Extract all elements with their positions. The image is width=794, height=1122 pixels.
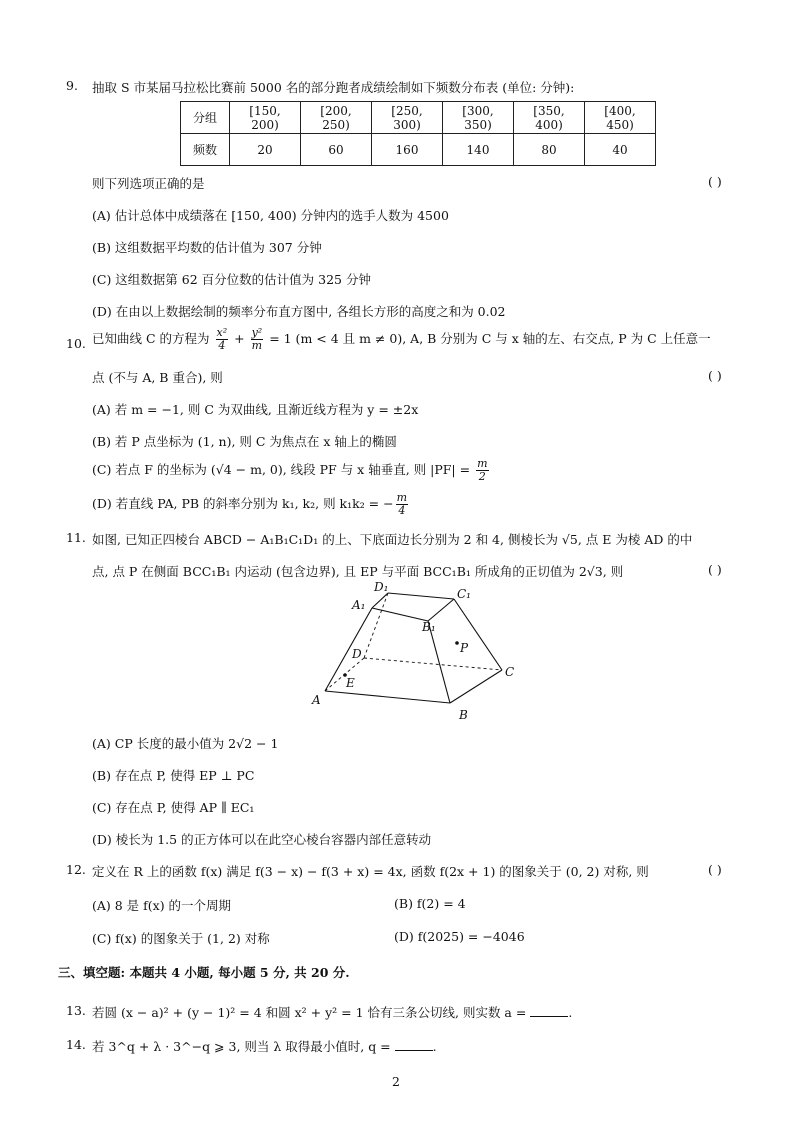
edge-CC1 (454, 599, 502, 670)
hidden-edge-DC (364, 658, 502, 670)
table-cell: 60 (301, 134, 372, 166)
edge-BC (450, 670, 502, 703)
table-cell: [250, 300) (372, 102, 443, 134)
fraction-numerator: x² (216, 326, 228, 339)
q11-answer-paren: ( ) (708, 562, 722, 577)
q14-period: . (432, 1039, 437, 1054)
label-D1: D₁ (374, 580, 389, 594)
table-cell: 频数 (181, 134, 230, 166)
frequency-table (180, 101, 656, 166)
q12-number: 12. (66, 862, 86, 877)
q10-answer-paren: ( ) (708, 368, 722, 383)
page-number: 2 (392, 1074, 400, 1089)
fraction-denominator: 2 (478, 470, 486, 483)
edge-C1D1 (388, 593, 454, 599)
q11-option-d: (D) 棱长为 1.5 的正方体可以在此空心棱台容器内部任意转动 (92, 832, 432, 847)
table-cell: [350, 400) (514, 102, 585, 134)
q12-stem: 定义在 R 上的函数 f(x) 满足 f(3 − x) − f(3 + x) = 4x, 函数 f(2x + 1) 的图象关于 (0, 2) 对称, 则 (92, 864, 649, 879)
q11-option-a: (A) CP 长度的最小值为 2√2 − 1 (92, 736, 279, 751)
q10-option-c-text: (C) 若点 F 的坐标为 (√4 − m, 0), 线段 PF 与 x 轴垂直, 则 |PF| = (92, 462, 471, 477)
table-cell: [400, 450) (585, 102, 656, 134)
q9-option-d: (D) 在由以上数据绘制的频率分布直方图中, 各组长方形的高度之和为 0.02 (92, 304, 506, 319)
q13-period: . (568, 1005, 573, 1020)
table-row (181, 102, 656, 134)
fraction (396, 492, 408, 517)
q11-option-c: (C) 存在点 P, 使得 AP ∥ EC₁ (92, 800, 255, 815)
q11-stem-line1: 如图, 已知正四棱台 ABCD − A₁B₁C₁D₁ 的上、下底面边长分别为 2 和 4, 侧棱长为 √5, 点 E 为棱 AD 的中 (92, 532, 693, 547)
q14-number: 14. (66, 1037, 86, 1052)
q9-ask: 则下列选项正确的是 (92, 176, 205, 191)
q12-option-c: (C) f(x) 的图象关于 (1, 2) 对称 (92, 931, 270, 946)
q10-number: 10. (66, 336, 86, 351)
q10-option-c (92, 458, 491, 483)
q10-option-a: (A) 若 m = −1, 则 C 为双曲线, 且渐近线方程为 y = ±2x (92, 402, 419, 417)
section-heading: 三、填空题: 本题共 4 小题, 每小题 5 分, 共 20 分. (58, 965, 350, 980)
table-cell: [150, 200) (230, 102, 301, 134)
hidden-edge-DD1 (364, 593, 388, 658)
q11-stem-line2: 点, 点 P 在侧面 BCC₁B₁ 内运动 (包含边界), 且 EP 与平面 BCC₁B₁ 所成角的正切值为 2√3, 则 (92, 564, 624, 579)
q10-stem-a: 已知曲线 C 的方程为 (92, 331, 210, 346)
point-P (455, 641, 459, 645)
label-A: A (312, 693, 321, 707)
edge-AB (325, 691, 450, 703)
label-D: D (352, 647, 362, 661)
q14-line (92, 1037, 437, 1055)
label-E: E (346, 676, 355, 690)
table-cell: 140 (443, 134, 514, 166)
q13-number: 13. (66, 1003, 86, 1018)
q12-answer-paren: ( ) (708, 862, 722, 877)
q9-stem: 抽取 S 市某届马拉松比赛前 5000 名的部分跑者成绩绘制如下频数分布表 (单位: 分钟): (92, 80, 575, 95)
q9-answer-paren: ( ) (708, 174, 722, 189)
fraction-denominator: 4 (218, 339, 226, 352)
table-cell: 160 (372, 134, 443, 166)
fraction-numerator: m (477, 457, 488, 470)
table-cell: [200, 250) (301, 102, 372, 134)
q14-stem: 若 3^q + λ · 3^−q ⩾ 3, 则当 λ 取得最小值时, q = (92, 1039, 391, 1054)
fraction-denominator: 4 (398, 504, 406, 517)
fraction-numerator: m (396, 491, 408, 504)
table-cell: [300, 350) (443, 102, 514, 134)
fraction (476, 458, 488, 483)
fraction (216, 327, 229, 352)
q13-line (92, 1003, 572, 1021)
label-P: P (460, 641, 469, 655)
table-cell: 40 (585, 134, 656, 166)
label-A1: A₁ (352, 598, 366, 612)
fraction-numerator: y² (251, 326, 263, 339)
q12-option-a: (A) 8 是 f(x) 的一个周期 (92, 898, 232, 913)
label-B: B (459, 708, 468, 722)
fraction-denominator: m (251, 339, 263, 352)
table-row (181, 134, 656, 166)
q10-option-b: (B) 若 P 点坐标为 (1, n), 则 C 为焦点在 x 轴上的椭圆 (92, 434, 397, 449)
edge-A1B1 (372, 608, 428, 621)
table-cell: 80 (514, 134, 585, 166)
q12-option-d: (D) f(2025) = −4046 (394, 929, 525, 944)
q10-stem-line1 (92, 327, 711, 352)
q11-option-b: (B) 存在点 P, 使得 EP ⊥ PC (92, 768, 255, 783)
q9-number: 9. (66, 78, 78, 93)
q13-stem: 若圆 (x − a)² + (y − 1)² = 4 和圆 x² + y² = 1 恰有三条公切线, 则实数 a = (92, 1005, 527, 1020)
table-cell: 20 (230, 134, 301, 166)
table-cell: 分组 (181, 102, 230, 134)
answer-blank[interactable] (395, 1040, 433, 1051)
q10-stem-line2: 点 (不与 A, B 重合), 则 (92, 370, 223, 385)
q10-option-d (92, 492, 410, 517)
q11-number: 11. (66, 530, 86, 545)
frustum-diagram (300, 576, 540, 726)
edge-B1C1 (428, 599, 454, 621)
answer-blank[interactable] (530, 1006, 568, 1017)
label-C1: C₁ (457, 587, 471, 601)
q12-option-b: (B) f(2) = 4 (394, 896, 466, 911)
label-B1: B₁ (422, 620, 436, 634)
plus-sign: + (234, 331, 245, 346)
q9-option-b: (B) 这组数据平均数的估计值为 307 分钟 (92, 240, 322, 255)
label-C: C (505, 665, 515, 679)
q9-option-a: (A) 估计总体中成绩落在 [150, 400) 分钟内的选手人数为 4500 (92, 208, 449, 223)
q9-option-c: (C) 这组数据第 62 百分位数的估计值为 325 分钟 (92, 272, 371, 287)
q10-stem-b: = 1 (m < 4 且 m ≠ 0), A, B 分别为 C 与 x 轴的左、右交点, P 为 C 上任意一 (269, 331, 711, 346)
q10-option-d-text: (D) 若直线 PA, PB 的斜率分别为 k₁, k₂, 则 k₁k₂ = − (92, 496, 394, 511)
fraction (251, 327, 264, 352)
